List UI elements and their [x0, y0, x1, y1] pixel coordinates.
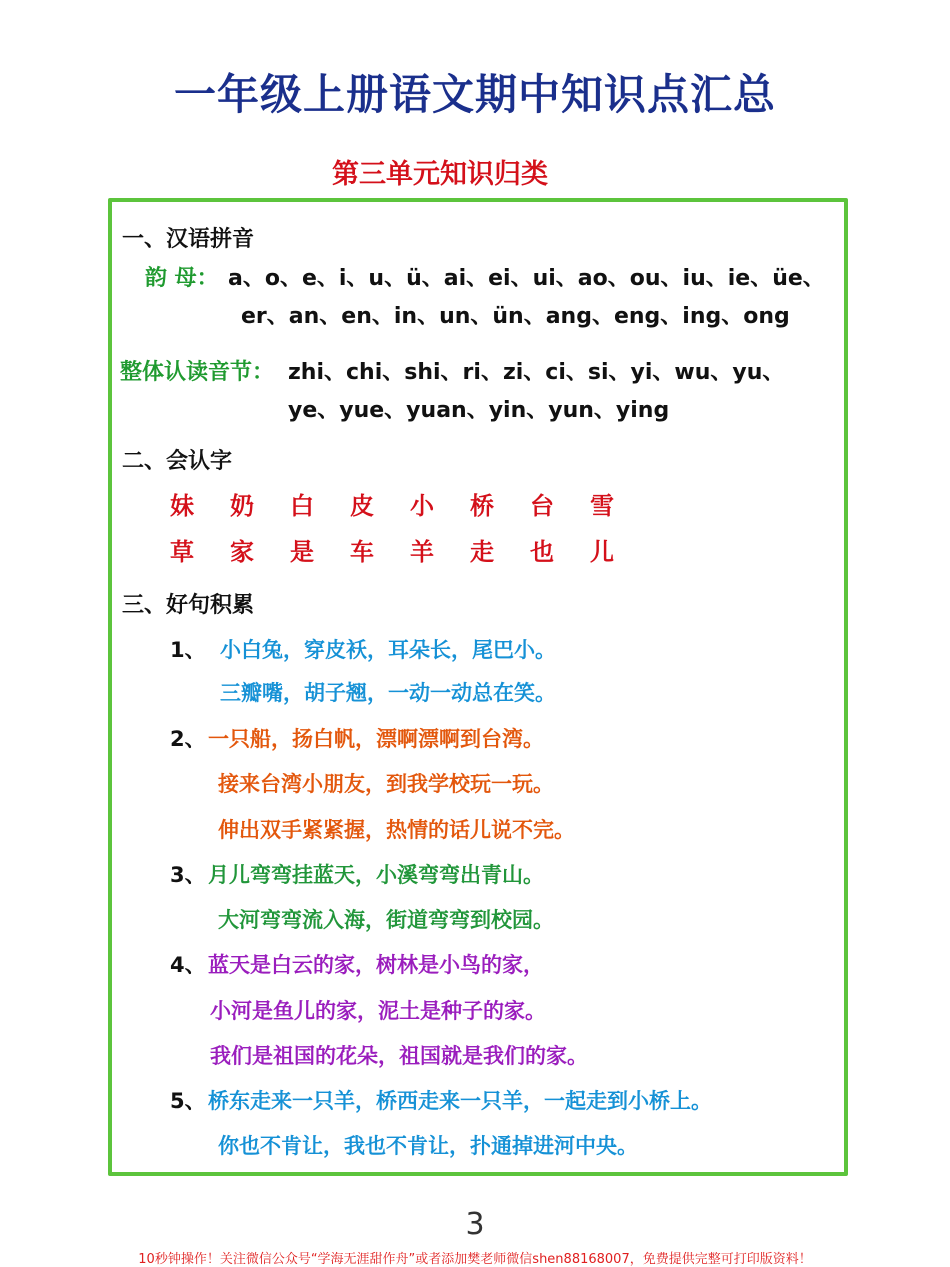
finals-line-2: er、an、en、in、un、ün、ang、eng、ing、ong: [241, 304, 790, 329]
char: 车: [350, 538, 374, 566]
footer-note: 10秒钟操作！关注微信公众号“学海无涯甜作舟”或者添加樊老师微信shen88168007，免费提供完整可打印版资料！: [138, 1252, 812, 1267]
sentence-number: 1、: [170, 638, 206, 662]
char-row-1: [0, 486, 950, 518]
page-number: 3: [465, 1207, 485, 1242]
char: 桥: [470, 492, 494, 520]
sentence-number: 3、: [170, 863, 206, 887]
char: 妹: [170, 492, 194, 520]
char: 皮: [350, 492, 374, 520]
char: 儿: [590, 538, 614, 566]
sentence-number: 4、: [170, 953, 206, 977]
sentence-line: 接来台湾小朋友，到我学校玩一玩。: [218, 772, 554, 796]
sentence-line: 三瓣嘴，胡子翘，一动一动总在笑。: [220, 681, 556, 705]
sentence-line: 我们是祖国的花朵，祖国就是我们的家。: [210, 1044, 588, 1068]
syllables-line-1: zhi、chi、shi、ri、zi、ci、si、yi、wu、yu、: [288, 360, 785, 385]
char: 走: [470, 538, 494, 566]
char: 是: [290, 538, 314, 566]
finals-line-1: a、o、e、i、u、ü、ai、ei、ui、ao、ou、iu、ie、üe、: [228, 266, 825, 291]
sentence-line: 小白兔，穿皮袄，耳朵长，尾巴小。: [220, 638, 556, 662]
section3-heading: 三、好句积累: [122, 593, 255, 618]
char: 奶: [230, 492, 254, 520]
finals-label: 韵 母：: [145, 266, 219, 291]
char: 白: [290, 492, 314, 520]
page-title: 一年级上册语文期中知识点汇总: [173, 70, 776, 119]
char: 也: [530, 538, 554, 566]
char: 雪: [590, 492, 614, 520]
syllables-line-2: ye、yue、yuan、yin、yun、ying: [288, 398, 670, 423]
section1-heading: 一、汉语拼音: [122, 227, 255, 252]
char-row-2: [0, 532, 950, 564]
sentence-line: 你也不肯让，我也不肯让，扑通掉进河中央。: [218, 1134, 638, 1158]
sentence-number: 2、: [170, 727, 206, 751]
sentence-line: 蓝天是白云的家，树林是小鸟的家，: [208, 953, 544, 977]
syllables-label: 整体认读音节：: [120, 360, 275, 385]
sentence-line: 小河是鱼儿的家，泥土是种子的家。: [210, 999, 546, 1023]
sentence-number: 5、: [170, 1089, 206, 1113]
unit-subtitle: 第三单元知识归类: [332, 159, 548, 190]
sentence-line: 一只船，扬白帆，漂啊漂啊到台湾。: [208, 727, 544, 751]
char: 台: [530, 492, 554, 520]
char: 小: [410, 492, 434, 520]
sentence-line: 大河弯弯流入海，街道弯弯到校园。: [218, 908, 554, 932]
sentence-line: 伸出双手紧紧握，热情的话儿说不完。: [218, 818, 575, 842]
char: 羊: [410, 538, 434, 566]
char: 草: [170, 538, 194, 566]
sentence-line: 月儿弯弯挂蓝天，小溪弯弯出青山。: [208, 863, 544, 887]
char: 家: [230, 538, 254, 566]
section2-heading: 二、会认字: [122, 449, 233, 474]
sentence-line: 桥东走来一只羊，桥西走来一只羊，一起走到小桥上。: [208, 1089, 712, 1113]
